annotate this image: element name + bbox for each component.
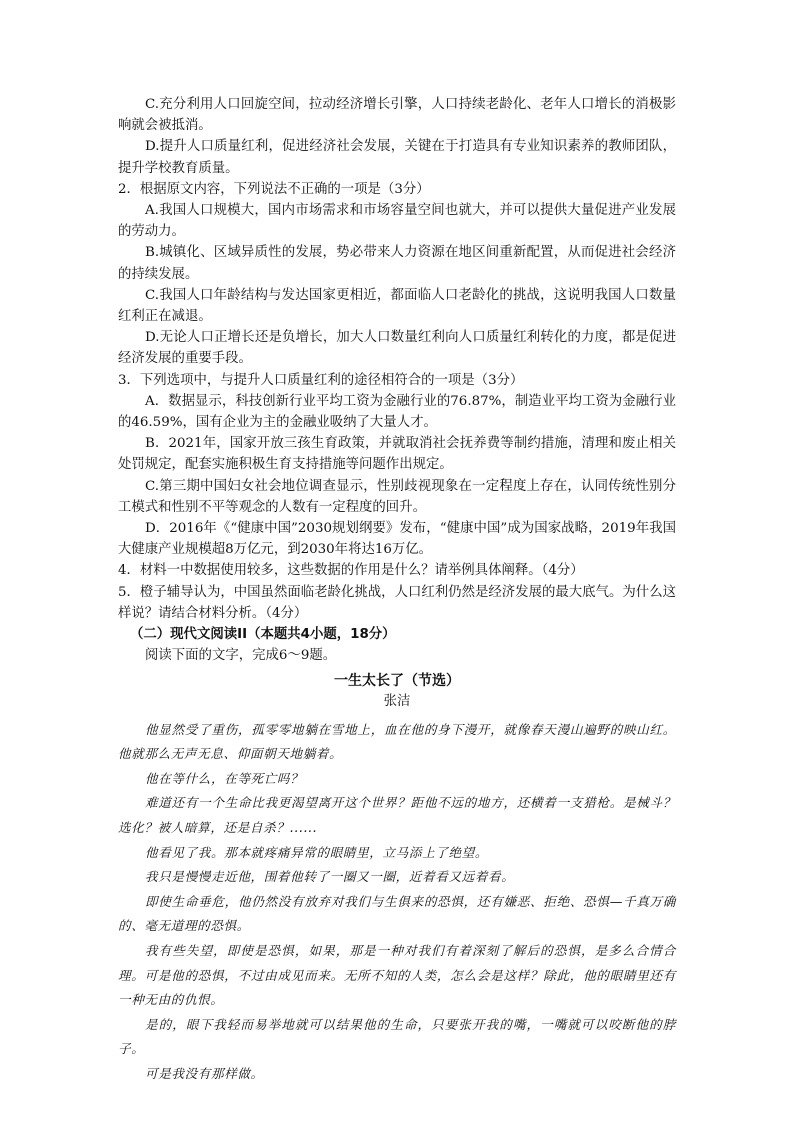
question-4: 4．材料一中数据使用较多，这些数据的作用是什么？请举例具体阐释。（4分） [118, 563, 584, 579]
question-3-option-b: B．2021年，国家开放三孩生育政策，并就取消社会抚养费等制约措施，清理和废止相关处罚规定，配套实施积极生育支持措施等问题作出规定。 [118, 436, 676, 473]
story-paragraph: 难道还有一个生命比我更渴望离开这个世界？距他不远的地方，还横着一支猎枪。是械斗？选化？被人暗算，还是自杀？...... [118, 795, 676, 836]
question-2-stem: 2．根据原文内容，下列说法不正确的一项是（3分） [118, 181, 430, 197]
question-2-option-b: B.城镇化、区域异质性的发展，势必带来人力资源在地区间重新配置，从而促进社会经济的持续发展。 [118, 245, 676, 282]
question-3-stem: 3．下列选项中，与提升人口质量红利的途径相符合的一项是（3分） [118, 372, 524, 388]
story-paragraph: 他看见了我。那本就疼痛异常的眼睛里，立马添上了绝望。 [145, 844, 489, 860]
section-instruction: 阅读下面的文字，完成6～9题。 [145, 648, 337, 664]
option-c-paragraph: C.充分利用人口回旋空间，拉动经济增长引擎，人口持续老龄化、老年人口增长的消极影响就会被抵消。 [118, 97, 676, 134]
story-paragraph: 是的，眼下我轻而易举地就可以结果他的生命，只要张开我的嘴，一嘴就可以咬断他的脖子。 [118, 1016, 676, 1057]
question-2-option-a: A.我国人口规模大，国内市场需求和市场容量空间也就大，并可以提供大量促进产业发展的劳动力。 [118, 203, 676, 240]
story-body [118, 718, 676, 1087]
question-5: 5．橙子辅导认为，中国虽然面临老龄化挑战，人口红利仍然是经济发展的最大底气。为什么这样说？请结合材料分析。（4分） [118, 584, 676, 621]
document-page [118, 94, 676, 1087]
section-heading: （二）现代文阅读II（本题共4小题，18分） [130, 627, 396, 643]
story-paragraph: 可是我没有那样做。 [145, 1066, 264, 1081]
question-3-option-c: C.第三期中国妇女社会地位调查显示，性别歧视现象在一定程度上存在，认同传统性别分工模式和性别不平等观念的人数有一定程度的回升。 [118, 478, 676, 515]
story-paragraph: 他在等什么，在等死亡吗？ [145, 770, 304, 786]
story-author: 张洁 [383, 693, 411, 709]
story-paragraph: 他显然受了重伤，孤零零地躺在雪地上，血在他的身下漫开，就像春天漫山遍野的映山红。他就那么无声无息、仰面朝天地躺着。 [118, 721, 676, 762]
story-paragraph: 我只是慢慢走近他，围着他转了一圈又一圈，近着看又远着看。 [145, 869, 515, 885]
question-2-option-d: D.无论人口正增长还是负增长，加大人口数量红利向人口质量红利转化的力度，都是促进经济发展的重要手段。 [118, 330, 676, 367]
story-title: 一生太长了（节选） [334, 672, 460, 689]
option-d-paragraph: D.提升人口质量红利，促进经济社会发展，关键在于打造具有专业知识素养的教师团队，提升学校教育质量。 [118, 139, 676, 176]
question-3-option-a: A．数据显示，科技创新行业平均工资为金融行业的76.87%，制造业平均工资为金融行业的46.59%，国有企业为主的金融业吸纳了大量人才。 [118, 393, 676, 431]
question-3-option-d: D．2016年《“健康中国”2030规划纲要》发布，“健康中国”成为国家战略，2019年我国大健康产业规模超8万亿元，到2030年将达16万亿。 [118, 521, 676, 558]
question-2-option-c: C.我国人口年龄结构与发达国家更相近，都面临人口老龄化的挑战，这说明我国人口数量红利正在减退。 [118, 287, 676, 325]
story-paragraph: 我有些失望，即使是恐惧，如果，那是一种对我们有着深刻了解后的恐惧，是多么合情合理。可是他的恐惧，不过由成见而来。无所不知的人类，怎么会是这样？除此，他的眼睛里还有一种无由的仇恨。 [118, 943, 676, 1008]
story-paragraph: 即使生命垂危，他仍然没有放弃对我们与生俱来的恐惧，还有嫌恶、拒绝、恐惧—千真万确的、毫无道理的恐惧。 [118, 893, 676, 934]
